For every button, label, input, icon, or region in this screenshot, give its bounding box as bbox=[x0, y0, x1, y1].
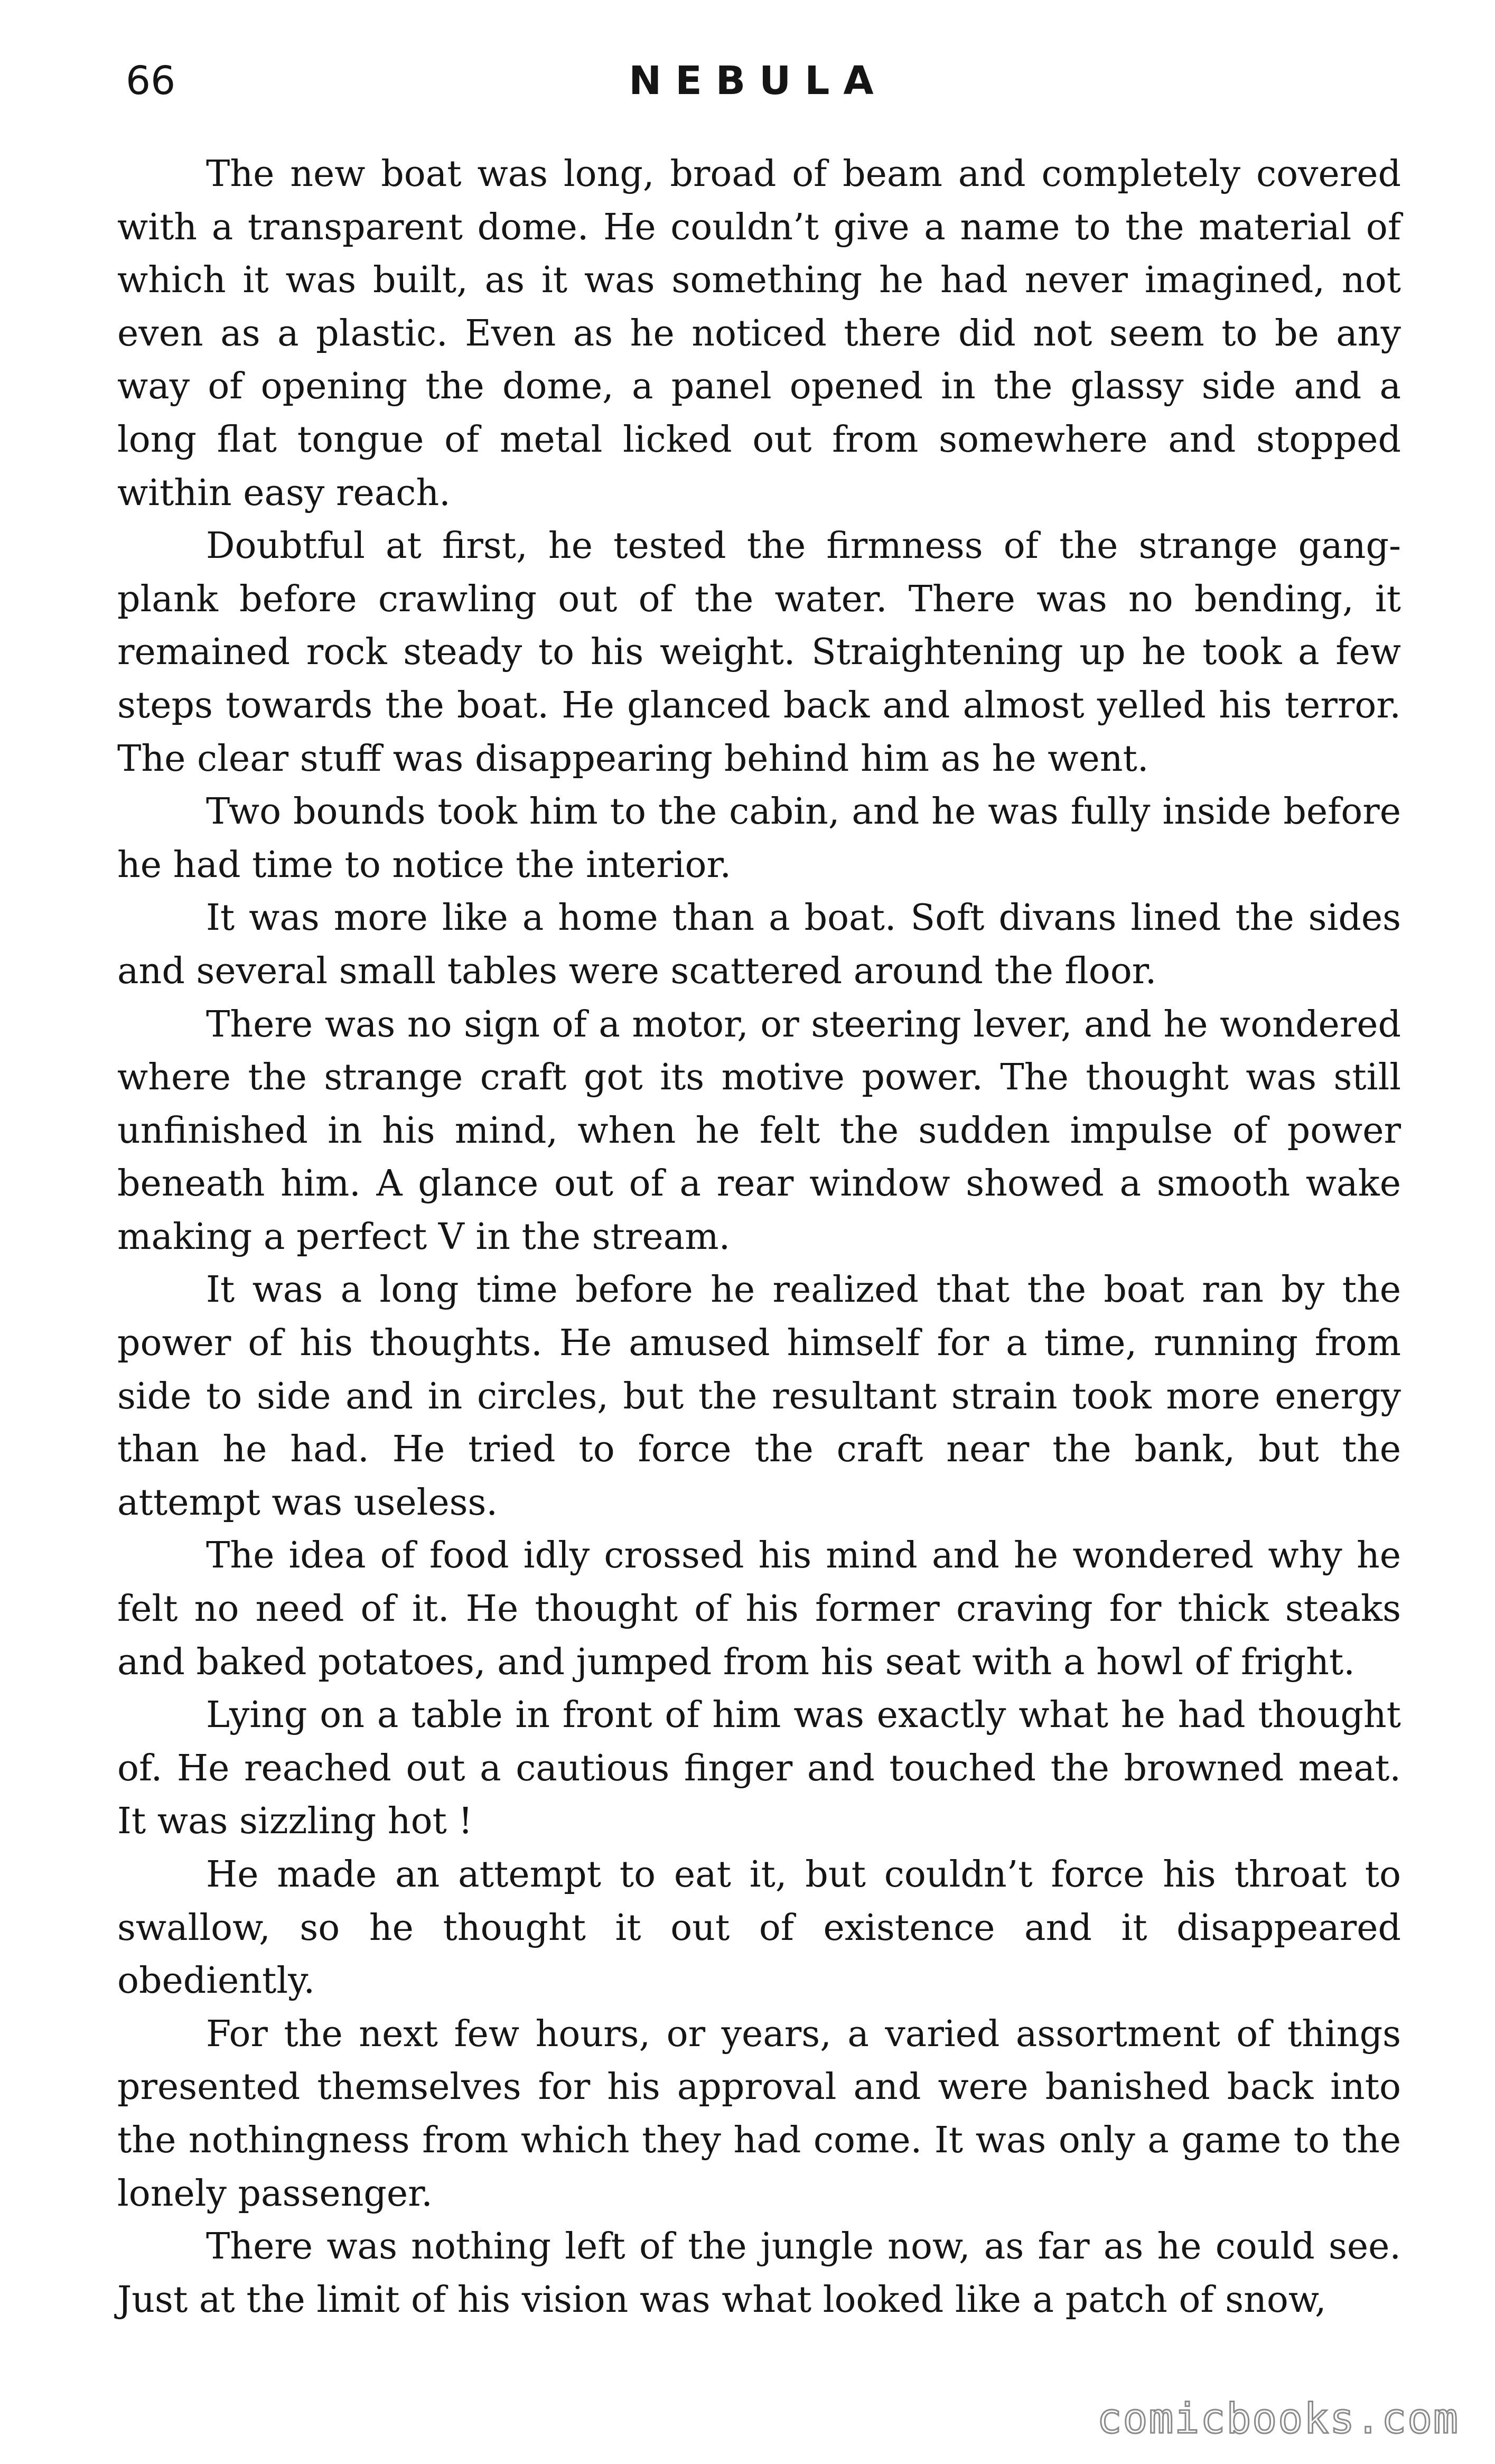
paragraph: It was more like a home than a boat. Soft divans lined the sides and several small tables were scattered around the floor. bbox=[117, 897, 1401, 992]
paragraph: For the next few hours, or years, a varied assortment of things presented themselves for his approval and were banished back into the nothingness from which they had come. It was only a game to the lonely passenger. bbox=[117, 2013, 1401, 2215]
running-head-title: NEBULA bbox=[629, 58, 887, 104]
paragraph: The new boat was long, broad of beam and completely covered with a transparent dome. He couldn’t give a name to the material of which it was built, as it was something he had never imagined, not even as a plastic. Even as he noticed there did not seem to be any way of opening the dome, a panel opened in the glassy side and a long flat tongue of metal licked out from somewhere and stopped within easy reach. bbox=[117, 153, 1401, 514]
page-number: 66 bbox=[126, 58, 176, 104]
paragraph: Two bounds took him to the cabin, and he was fully inside before he had time to notice the interior. bbox=[117, 791, 1401, 886]
paragraph: Lying on a table in front of him was exactly what he had thought of. He reached out a cautious finger and touched the browned meat. It was sizzling hot ! bbox=[117, 1694, 1401, 1843]
watermark: comicbooks.com bbox=[1097, 2395, 1459, 2443]
story-body bbox=[117, 148, 1401, 2327]
paragraph: It was a long time before he realized that the boat ran by the power of his thoughts. He amused himself for a time, running from side to side and in circles, but the resultant strain took more energy than he had. He tried to force the craft near the bank, but the attempt was useless. bbox=[117, 1269, 1401, 1524]
paragraph: There was nothing left of the jungle now, as far as he could see. Just at the limit of his vision was what looked like a patch of snow, bbox=[117, 2226, 1401, 2321]
paragraph: The idea of food idly crossed his mind and he wondered why he felt no need of it. He thought of his former craving for thick steaks and baked potatoes, and jumped from his seat with a howl of fright. bbox=[117, 1535, 1401, 1683]
paragraph: Doubtful at first, he tested the firmness of the strange gang-plank before crawling out of the water. There was no bending, it remained rock steady to his weight. Straightening up he took a few steps towards the boat. He glanced back and almost yelled his terror. The clear stuff was disappearing behind him as he went. bbox=[117, 525, 1401, 780]
paragraph: He made an attempt to eat it, but couldn’t force his throat to swallow, so he thought it out of existence and it disappeared obediently. bbox=[117, 1854, 1401, 2002]
paragraph: There was no sign of a motor, or steering lever, and he wondered where the strange craft got its motive power. The thought was still unfinished in his mind, when he felt the sudden impulse of power beneath him. A glance out of a rear window showed a smooth wake making a perfect V in the stream. bbox=[117, 1003, 1401, 1258]
